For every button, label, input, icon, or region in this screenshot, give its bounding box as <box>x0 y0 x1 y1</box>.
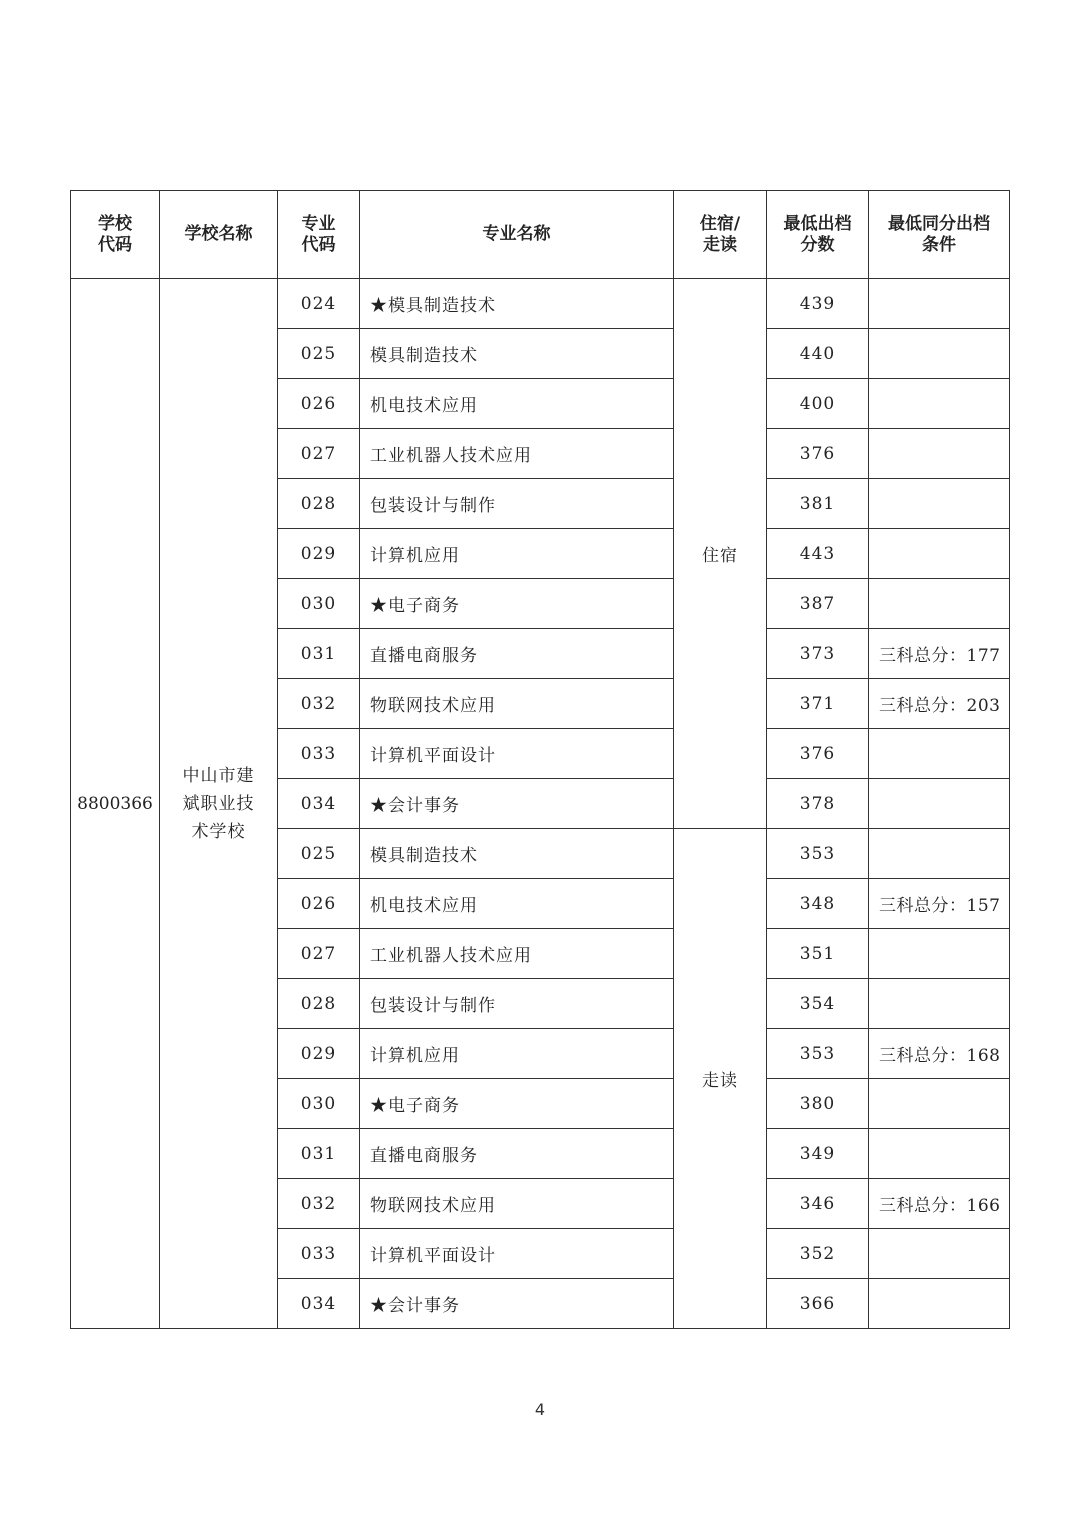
boarding-type-cell: 走读 <box>674 829 767 1329</box>
major-name-cell: ★电子商务 <box>360 1079 674 1129</box>
tie-condition-cell <box>869 429 1010 479</box>
table-header-row <box>71 191 1010 279</box>
tie-condition-cell: 三科总分：157 <box>869 879 1010 929</box>
tie-condition-cell <box>869 779 1010 829</box>
major-name-cell: ★会计事务 <box>360 779 674 829</box>
min-score-cell: 366 <box>767 1279 869 1329</box>
major-name-cell: 模具制造技术 <box>360 329 674 379</box>
min-score-cell: 376 <box>767 429 869 479</box>
boarding-type-cell: 住宿 <box>674 279 767 829</box>
major-code-cell: 027 <box>278 929 360 979</box>
tie-condition-cell <box>869 729 1010 779</box>
min-score-cell: 353 <box>767 1029 869 1079</box>
major-code-cell: 032 <box>278 1179 360 1229</box>
major-name-cell: 包装设计与制作 <box>360 979 674 1029</box>
major-code-cell: 030 <box>278 579 360 629</box>
admission-score-table <box>70 190 1010 1329</box>
tie-condition-cell <box>869 1079 1010 1129</box>
min-score-cell: 354 <box>767 979 869 1029</box>
major-name-cell: 机电技术应用 <box>360 379 674 429</box>
min-score-cell: 371 <box>767 679 869 729</box>
major-code-cell: 029 <box>278 1029 360 1079</box>
tie-condition-cell: 三科总分：166 <box>869 1179 1010 1229</box>
min-score-cell: 352 <box>767 1229 869 1279</box>
tie-condition-cell <box>869 1229 1010 1279</box>
major-code-cell: 028 <box>278 479 360 529</box>
major-code-cell: 031 <box>278 629 360 679</box>
major-name-cell: 工业机器人技术应用 <box>360 429 674 479</box>
table-body <box>71 279 1010 1329</box>
major-name-cell: 物联网技术应用 <box>360 1179 674 1229</box>
table-row <box>71 279 1010 329</box>
min-score-cell: 349 <box>767 1129 869 1179</box>
page-number: 4 <box>534 1400 546 1419</box>
major-code-cell: 033 <box>278 729 360 779</box>
major-code-cell: 034 <box>278 779 360 829</box>
major-name-cell: 计算机应用 <box>360 529 674 579</box>
min-score-cell: 381 <box>767 479 869 529</box>
tie-condition-cell <box>869 329 1010 379</box>
tie-condition-cell <box>869 1129 1010 1179</box>
major-code-cell: 032 <box>278 679 360 729</box>
major-name-cell: ★会计事务 <box>360 1279 674 1329</box>
header-school-name: 学校名称 <box>160 191 278 279</box>
major-code-cell: 027 <box>278 429 360 479</box>
min-score-cell: 351 <box>767 929 869 979</box>
min-score-cell: 376 <box>767 729 869 779</box>
min-score-cell: 380 <box>767 1079 869 1129</box>
header-tie-condition: 最低同分出档条件 <box>869 191 1010 279</box>
tie-condition-cell <box>869 929 1010 979</box>
school-code-cell: 8800366 <box>71 279 160 1329</box>
tie-condition-cell <box>869 379 1010 429</box>
major-name-cell: 工业机器人技术应用 <box>360 929 674 979</box>
tie-condition-cell <box>869 279 1010 329</box>
min-score-cell: 443 <box>767 529 869 579</box>
header-min-score: 最低出档分数 <box>767 191 869 279</box>
min-score-cell: 440 <box>767 329 869 379</box>
tie-condition-cell <box>869 579 1010 629</box>
major-name-cell: 计算机应用 <box>360 1029 674 1079</box>
tie-condition-cell <box>869 979 1010 1029</box>
major-name-cell: 包装设计与制作 <box>360 479 674 529</box>
min-score-cell: 387 <box>767 579 869 629</box>
major-code-cell: 034 <box>278 1279 360 1329</box>
header-major-code: 专业代码 <box>278 191 360 279</box>
major-name-cell: 直播电商服务 <box>360 1129 674 1179</box>
min-score-cell: 400 <box>767 379 869 429</box>
tie-condition-cell <box>869 1279 1010 1329</box>
major-name-cell: 机电技术应用 <box>360 879 674 929</box>
major-name-cell: 物联网技术应用 <box>360 679 674 729</box>
major-name-cell: 直播电商服务 <box>360 629 674 679</box>
major-code-cell: 024 <box>278 279 360 329</box>
min-score-cell: 346 <box>767 1179 869 1229</box>
major-name-cell: 模具制造技术 <box>360 829 674 879</box>
min-score-cell: 373 <box>767 629 869 679</box>
major-code-cell: 033 <box>278 1229 360 1279</box>
major-name-cell: ★电子商务 <box>360 579 674 629</box>
major-code-cell: 025 <box>278 329 360 379</box>
major-code-cell: 028 <box>278 979 360 1029</box>
major-code-cell: 026 <box>278 379 360 429</box>
min-score-cell: 439 <box>767 279 869 329</box>
header-boarding: 住宿/走读 <box>674 191 767 279</box>
major-code-cell: 026 <box>278 879 360 929</box>
min-score-cell: 353 <box>767 829 869 879</box>
header-major-name: 专业名称 <box>360 191 674 279</box>
major-name-cell: 计算机平面设计 <box>360 1229 674 1279</box>
major-code-cell: 025 <box>278 829 360 879</box>
school-name-cell: 中山市建斌职业技术学校 <box>160 279 278 1329</box>
tie-condition-cell <box>869 479 1010 529</box>
min-score-cell: 378 <box>767 779 869 829</box>
tie-condition-cell: 三科总分：177 <box>869 629 1010 679</box>
tie-condition-cell: 三科总分：168 <box>869 1029 1010 1079</box>
min-score-cell: 348 <box>767 879 869 929</box>
major-name-cell: 计算机平面设计 <box>360 729 674 779</box>
major-code-cell: 031 <box>278 1129 360 1179</box>
tie-condition-cell <box>869 829 1010 879</box>
major-code-cell: 030 <box>278 1079 360 1129</box>
tie-condition-cell: 三科总分：203 <box>869 679 1010 729</box>
major-name-cell: ★模具制造技术 <box>360 279 674 329</box>
tie-condition-cell <box>869 529 1010 579</box>
major-code-cell: 029 <box>278 529 360 579</box>
header-school-code: 学校代码 <box>71 191 160 279</box>
